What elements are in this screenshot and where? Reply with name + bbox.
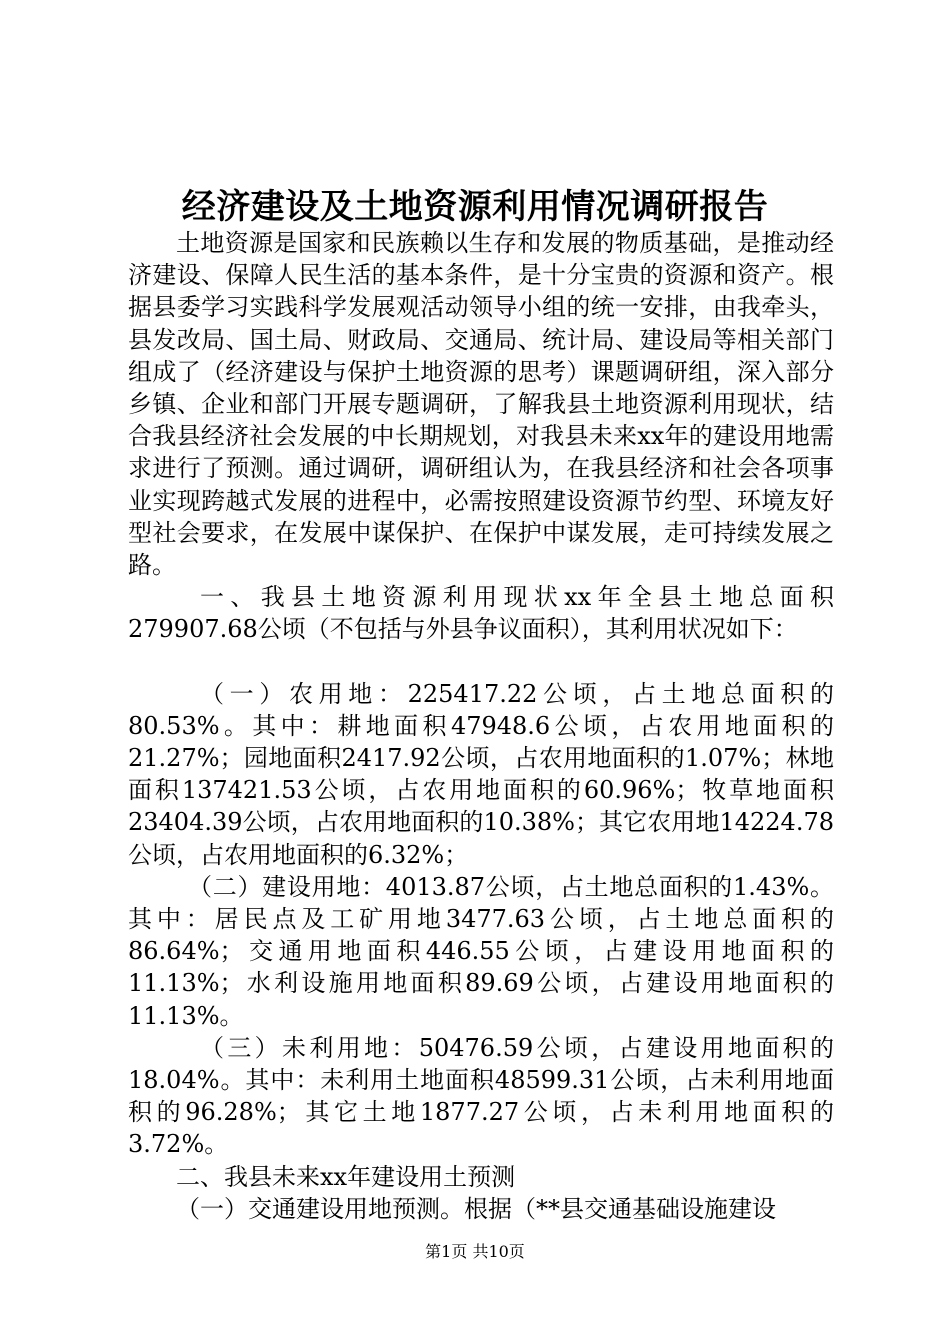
paragraph-unused-land: （三）未利用地：50476.59公顷，占建设用地面积的18.04%。其中：未利用土地面积48599.31公顷，占未利用地面积的96.28%；其它土地1877.27公顷，占未利用地面积的3.72%。 (128, 1033, 834, 1159)
paragraph-intro: 土地资源是国家和民族赖以生存和发展的物质基础，是推动经济建设、保障人民生活的基本条件，是十分宝贵的资源和资产。根据县委学习实践科学发展观活动领导小组的统一安排，由我牵头，县发改局、国土局、财政局、交通局、统计局、建设局等相关部门组成了（经济建设与保护土地资源的思考）课题调研组，深入部分乡镇、企业和部门开展专题调研，了解我县土地资源利用现状，结合我县经济社会发展的中长期规划，对我县未来xx年的建设用地需求进行了预测。通过调研，调研组认为，在我县经济和社会各项事业实现跨越式发展的进程中，必需按照建设资源节约型、环境友好型社会要求，在发展中谋保护、在保护中谋发展，走可持续发展之路。 (128, 229, 834, 580)
paragraph-section-two: 二、我县未来xx年建设用土预测 (176, 1162, 516, 1191)
document-title: 经济建设及土地资源利用情况调研报告 (181, 187, 769, 227)
document-body (128, 227, 834, 1225)
paragraph-gap (128, 646, 834, 678)
paragraph-section-one: 一、我县土地资源利用现状xx年全县土地总面积279907.68公顷（不包括与外县争议面积），其利用状况如下： (128, 583, 834, 644)
paragraph-traffic-forecast: （一）交通建设用地预测。根据（**县交通基础设施建设 (176, 1194, 776, 1223)
page-indicator: 第1页 共10页 (425, 1242, 525, 1261)
paragraph-construction-land: （二）建设用地：4013.87公顷，占土地总面积的1.43%。其中：居民点及工矿用地3477.63公顷，占土地总面积的86.64%；交通用地面积446.55公顷，占建设用地面积的11.13%；水利设施用地面积89.69公顷，占建设用地面积的11.13%。 (128, 872, 834, 1030)
paragraph-agricultural-land: （一）农用地：225417.22公顷，占土地总面积的80.53%。其中：耕地面积47948.6公顷，占农用地面积的21.27%；园地面积2417.92公顷，占农用地面积的1.07%；林地面积137421.53公顷，占农用地面积的60.96%；牧草地面积23404.39公顷，占农用地面积的10.38%；其它农用地14224.78公顷，占农用地面积的6.32%； (128, 679, 834, 869)
